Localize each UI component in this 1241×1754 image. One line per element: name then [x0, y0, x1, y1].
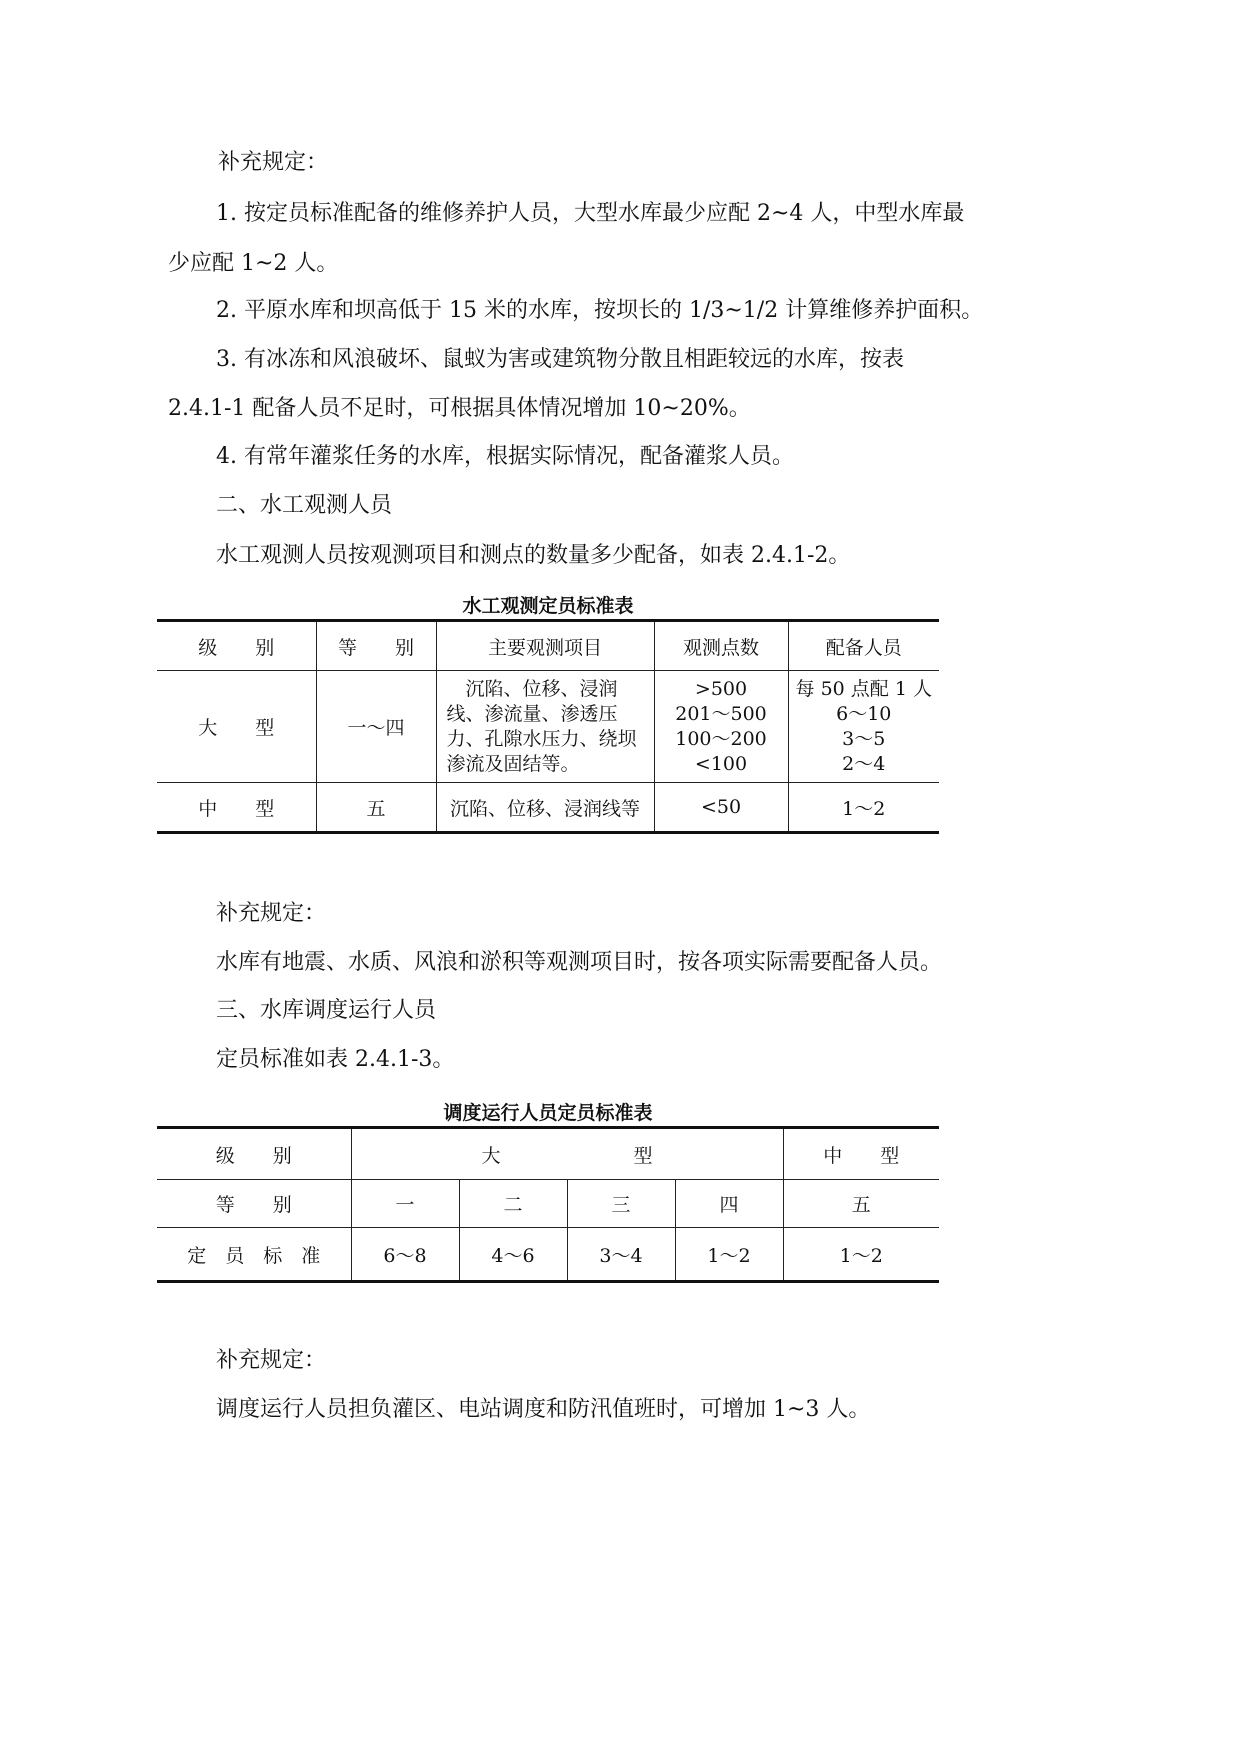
quota-cell: 4～6	[459, 1228, 567, 1282]
paragraph-2: 2. 平原水库和坝高低于 15 米的水库，按坝长的 1/3~1/2 计算维修养护面积。	[216, 298, 984, 323]
header-level: 级 别	[157, 621, 316, 671]
paragraph-3-line-1: 3. 有冰冻和风浪破坏、鼠蚁为害或建筑物分散且相距较远的水库，按表	[216, 347, 904, 372]
supplementary-title-3: 补充规定：	[216, 1348, 327, 1373]
cell-large-type: 大 型	[351, 1128, 783, 1180]
section-2-heading: 二、水工观测人员	[216, 493, 393, 518]
points-value: 201～500	[675, 702, 767, 725]
label-level: 级 别	[157, 1128, 351, 1180]
paragraph-1-line-1: 1. 按定员标准配备的维修养护人员，大型水库最少应配 2~4 人，中型水库最	[216, 201, 965, 226]
paragraph-3-line-2: 2.4.1-1 配备人员不足时，可根据具体情况增加 10~20%。	[168, 396, 751, 421]
observation-staff-table	[157, 619, 939, 834]
header-staff: 配备人员	[788, 621, 939, 671]
points-value: 100～200	[675, 727, 767, 750]
paragraph-1-line-2: 少应配 1~2 人。	[168, 251, 339, 276]
staff-value: 2～4	[842, 752, 886, 775]
label-quota: 定 员 标 准	[157, 1228, 351, 1282]
table-2-caption: 调度运行人员定员标准表	[443, 1102, 653, 1124]
header-grade: 等 别	[316, 621, 436, 671]
cell-grade-medium: 五	[316, 783, 436, 833]
paragraph-4: 4. 有常年灌浆任务的水库，根据实际情况，配备灌浆人员。	[216, 444, 794, 469]
table-1-caption: 水工观测定员标准表	[462, 595, 634, 617]
grade-cell: 三	[567, 1180, 675, 1228]
cell-staff-large	[788, 671, 939, 783]
section-2-description: 水工观测人员按观测项目和测点的数量多少配备，如表 2.4.1-2。	[216, 543, 851, 568]
header-items: 主要观测项目	[436, 621, 654, 671]
staff-value: 每 50 点配 1 人	[795, 677, 932, 700]
cell-staff-medium: 1～2	[788, 783, 939, 833]
quota-cell: 6～8	[351, 1228, 459, 1282]
cell-level-medium: 中 型	[157, 783, 316, 833]
supplementary-text-2: 水库有地震、水质、风浪和淤积等观测项目时，按各项实际需要配备人员。	[216, 950, 943, 975]
header-points: 观测点数	[654, 621, 788, 671]
section-3-description: 定员标准如表 2.4.1-3。	[216, 1047, 455, 1072]
grade-cell: 四	[675, 1180, 783, 1228]
points-value: <100	[694, 752, 748, 775]
cell-medium-type: 中 型	[783, 1128, 939, 1180]
supplementary-text-3: 调度运行人员担负灌区、电站调度和防汛值班时，可增加 1~3 人。	[216, 1397, 871, 1422]
section-3-heading: 三、水库调度运行人员	[216, 998, 437, 1023]
cell-level-large: 大 型	[157, 671, 316, 783]
quota-cell: 1～2	[783, 1228, 939, 1282]
dispatch-staff-table	[157, 1126, 939, 1283]
supplementary-title-2: 补充规定：	[216, 901, 327, 926]
points-value: >500	[694, 677, 748, 700]
cell-points-large	[654, 671, 788, 783]
quota-cell: 1～2	[675, 1228, 783, 1282]
grade-cell: 五	[783, 1180, 939, 1228]
cell-items-medium: 沉陷、位移、浸润线等	[436, 783, 654, 833]
cell-items-large: 沉陷、位移、浸润线、渗流量、渗透压力、孔隙水压力、绕坝渗流及固结等。	[436, 671, 654, 783]
supplementary-title-1: 补充规定：	[218, 150, 329, 175]
cell-points-medium: <50	[654, 783, 788, 833]
staff-value: 3～5	[842, 727, 886, 750]
staff-value: 6～10	[836, 702, 892, 725]
label-grade: 等 别	[157, 1180, 351, 1228]
cell-grade-large: 一～四	[316, 671, 436, 783]
grade-cell: 二	[459, 1180, 567, 1228]
grade-cell: 一	[351, 1180, 459, 1228]
quota-cell: 3～4	[567, 1228, 675, 1282]
